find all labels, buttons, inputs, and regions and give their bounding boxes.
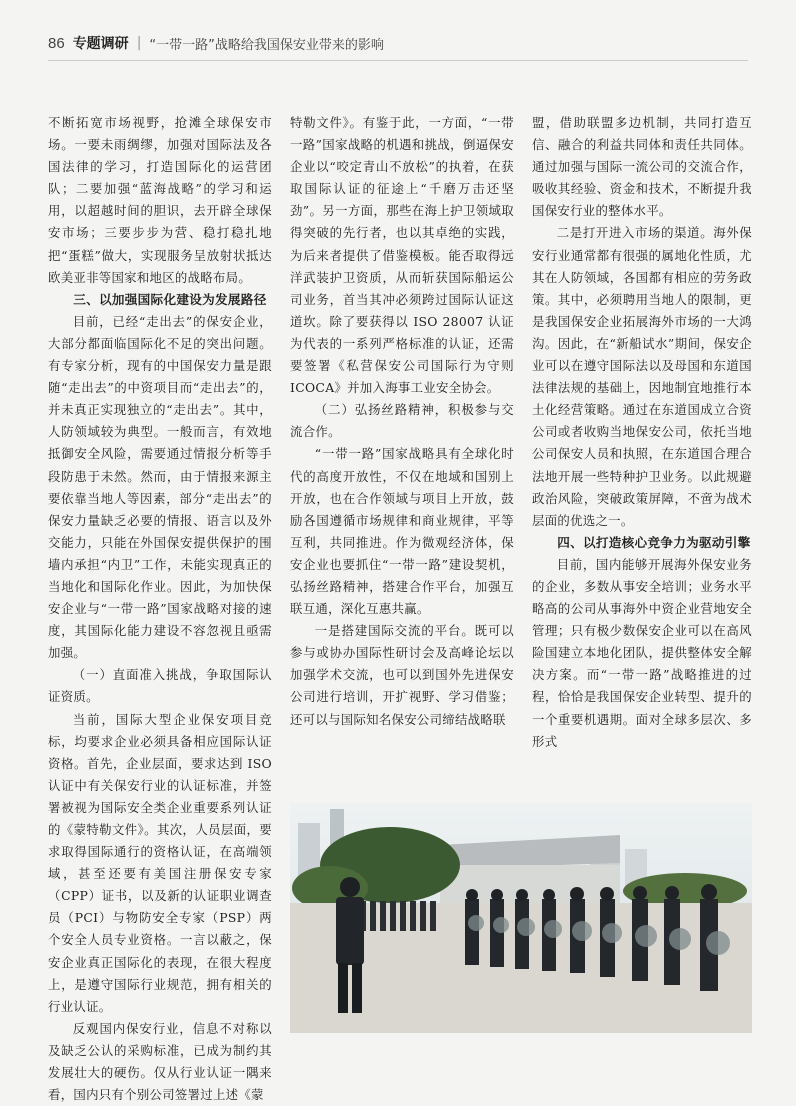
text-column-1 bbox=[48, 112, 272, 1103]
paragraph: 不断拓宽市场视野，抢滩全球保安市场。一要未雨绸缪，加强对国际法及各国法律的学习，打造国际化的运营团队；二要加强“蓝海战略”的学习和运用，以超越时间的胆识，去开辟全球保安市场；三要步步为营、稳打稳扎地把“蛋糕”做大，实现服务呈放射状抵达欧美亚非等国家和地区的战略布局。 bbox=[48, 115, 272, 285]
text-column-2 bbox=[290, 112, 514, 727]
section-heading: 三、以加强国际化建设为发展路径 bbox=[73, 291, 267, 307]
text-column-3 bbox=[532, 112, 752, 749]
paragraph: 特勒文件》。有鉴于此，一方面，“一带一路”国家战略的机遇和挑战，倒逼保安企业以“咬定青山不放松”的执着，在获取国际认证的征途上“千磨万击还坚劲”。另一方面，那些在海上护卫领域取得突破的先行者，也以其卓绝的实践，为后来者提供了借鉴模板。能否取得远洋武装护卫资质，从而斩获国际船运公司业务，首当其冲必须跨过国际认证这道坎。除了要获得以 ISO 28007 认证为代表的一系列严格标准的认证，还需要签署《私营保安公司国际行为守则 ICOCA》并加入海事工业安全协会。 bbox=[290, 115, 514, 396]
section-heading: 四、以打造核心竞争力为驱动引擎 bbox=[557, 534, 751, 550]
paragraph: 反观国内保安行业，信息不对称以及缺乏公认的采购标准，已成为制约其发展壮大的硬伤。仅从行业认证一隅来看，国内只有个别公司签署过上述《蒙 bbox=[48, 1020, 272, 1103]
page-header bbox=[48, 30, 384, 56]
paragraph: 一是搭建国际交流的平台。既可以参与或协办国际性研讨会及高峰论坛以加强学术交流，也可以到国外先进保安公司进行培训，开扩视野、学习借鉴；还可以与国际知名保安公司缔结战略联 bbox=[290, 623, 514, 727]
paragraph: “一带一路”国家战略具有全球化时代的高度开放性，不仅在地域和国别上开放，也在合作领域与项目上开放，鼓励各国遵循市场规律和商业规律，平等互利，共同推进。作为微观经济体，保安企业也要抓住“一带一路”建设契机，弘扬丝路精神，搭建合作平台，加强互联互通，深化互惠共赢。 bbox=[290, 446, 514, 617]
paragraph: 当前，国际大型企业保安项目竞标，均要求企业必须具备相应国际认证资格。首先，企业层面，要求达到 ISO 认证中有关保安行业的认证标准，并签署被视为国际安全类企业重要系列认证的《蒙特勒文件》。其次，人员层面，要求取得国际通行的资格认证，在高端领域，甚至还要有美国注册保安专家（CPP）证书，以及新的认证职业调查员（PCI）与物防安全专家（PSP）两个安全人员专业资格。一言以蔽之，保安企业真正国际化的表现，在很大程度上，是遵守国际行业规范，拥有相关的行业认证。 bbox=[48, 711, 272, 1014]
paragraph: 盟，借助联盟多边机制，共同打造互信、融合的利益共同体和责任共同体。通过加强与国际一流公司的交流合作，吸收其经验、资金和技术，不断提升我国保安行业的整体水平。 bbox=[532, 115, 752, 219]
paragraph: 目前，国内能够开展海外保安业务的企业，多数从事安全培训；业务水平略高的公司从事海外中资企业营地安全管理；只有极少数保安企业可以在高风险国建立本地化团队，提供整体安全解决方案。而“一带一路”战略推进的过程，恰恰是我国保安企业转型、提升的一个重要机遇期。面对全球多层次、多形式 bbox=[532, 556, 752, 749]
paragraph: （一）直面准入挑战，争取国际认证资质。 bbox=[48, 667, 272, 705]
page-number: 86 bbox=[48, 34, 65, 52]
paragraph: 目前，已经“走出去”的保安企业，大部分都面临国际化不足的突出问题。有专家分析，现有的中国保安力量是跟随“走出去”的中资项目而“走出去”的，并未真正实现独立的“走出去”。其中，人防领域较为典型。一般而言，有效地抵御安全风险，需要通过情报分析等手段防患于未然。然而，由于情报来源主要依靠当地人等因素，部分“走出去”的保安力量缺乏必要的情报、语言以及外交能力，只能在外国保安提供保护的围墙内承担“内卫”工作，未能实现真正的当地化和国际化作业。因此，为加快保安企业与“一带一路”国家战略对接的速度，其国际化能力建设不容忽视且亟需加强。 bbox=[48, 313, 272, 661]
header-rule bbox=[48, 60, 748, 61]
section-name: 专题调研 bbox=[72, 36, 129, 52]
header-separator: | bbox=[136, 35, 142, 51]
paragraph: 二是打开进入市场的渠道。海外保安行业通常都有很强的属地化性质，尤其在人防领域，各国都有相应的劳务政策。其中，必须聘用当地人的限制，更是我国保安企业拓展海外市场的一大鸿沟。因此，在“新船试水”期间，保安企业可以在遵守国际法以及母国和东道国法律法规的基础上，因地制宜地推行本土化经营策略。通过在东道国成立合资公司或者收购当地保安公司，依托当地公司保安人员和执照，在东道国合理合法地开展一些特种护卫业务。以此规避政治风险，突破政策屏障，不啻为战术层面的优选之一。 bbox=[532, 225, 752, 528]
photo-illustration bbox=[290, 803, 752, 1033]
running-title: “一带一路”战略给我国保安业带来的影响 bbox=[149, 37, 384, 53]
security-guards-photo bbox=[290, 803, 752, 1033]
paragraph: （二）弘扬丝路精神，积极参与交流合作。 bbox=[290, 402, 514, 440]
